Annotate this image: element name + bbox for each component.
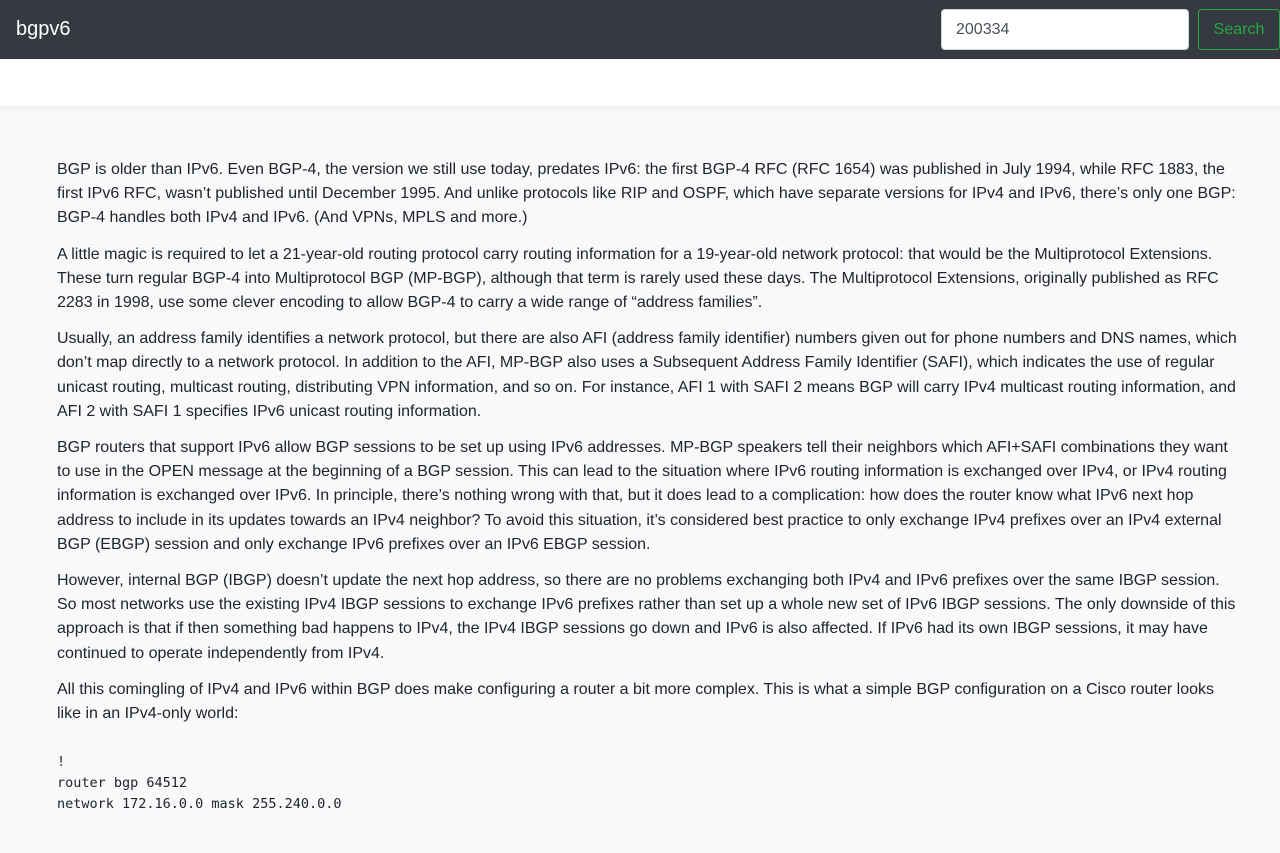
article-paragraph: BGP is older than IPv6. Even BGP-4, the version we still use today, predates IPv6: the first BGP-4 RFC (RFC 1654) was published in July 1994, while RFC 1883, the first IPv6 RFC, wasn’t published until December 1995. And unlike protocols like RIP and OSPF, which have separate versions for IPv4 and IPv6, there’s only one BGP: BGP-4 handles both IPv4 and IPv6. (And VPNs, MPLS and more.) (57, 161, 1236, 227)
article-paragraph: Usually, an address family identifies a network protocol, but there are also AFI (address family identifier) numbers given out for phone numbers and DNS names, which don’t map directly to a network protocol. In addition to the AFI, MP-BGP also uses a Subsequent Address Family Identifier (SAFI), which indicates the use of regular unicast routing, multicast routing, distributing VPN information, and so on. For instance, AFI 1 with SAFI 2 means BGP will carry IPv4 multicast routing information, and AFI 2 with SAFI 1 specifies IPv6 unicast routing information. (57, 330, 1237, 420)
navbar (0, 0, 1280, 59)
article-paragraph: However, internal BGP (IBGP) doesn’t update the next hop address, so there are no problems exchanging both IPv4 and IPv6 prefixes over the same IBGP session. So most networks use the existing IPv4 IBGP sessions to exchange IPv6 prefixes rather than set up a whole new set of IPv6 IBGP sessions. The only downside of this approach is that if then something bad happens to IPv4, the IPv4 IBGP sessions go down and IPv6 is also affected. If IPv6 had its own IBGP sessions, it may have continued to operate independently from IPv4. (57, 572, 1236, 662)
search-button[interactable]: Search (1198, 9, 1280, 50)
brand-link[interactable]: bgpv6 (16, 18, 71, 40)
article-paragraph: BGP routers that support IPv6 allow BGP sessions to be set up using IPv6 addresses. MP-BGP speakers tell their neighbors which AFI+SAFI combinations they want to use in the OPEN message at the beginning of a BGP session. This can lead to the situation where IPv6 routing information is exchanged over IPv4, or IPv4 routing information is exchanged over IPv6. In principle, there’s nothing wrong with that, but it does lead to a complication: how does the router know what IPv6 next hop address to include in its updates towards an IPv4 neighbor? To avoid this situation, it’s considered best practice to only exchange IPv4 prefixes over an IPv4 external BGP (EBGP) session and only exchange IPv6 prefixes over an IPv6 EBGP session. (57, 439, 1228, 553)
article-paragraph: All this comingling of IPv4 and IPv6 within BGP does make configuring a router a bit more complex. This is what a simple BGP configuration on a Cisco router looks like in an IPv4-only world: (57, 680, 1215, 723)
secondary-header-bar (0, 59, 1280, 106)
article-paragraph: A little magic is required to let a 21-year-old routing protocol carry routing information for a 19-year-old network protocol: that would be the Multiprotocol Extensions. These turn regular BGP-4 into Multiprotocol BGP (MP-BGP), although that term is rarely used these days. The Multiprotocol Extensions, originally published as RFC 2283 in 1998, use some clever encoding to allow BGP-4 to carry a wide range of “address families”. (57, 245, 1219, 312)
config-code-block: ! router bgp 64512 network 172.16.0.0 mask 255.240.0.0 (57, 754, 342, 813)
search-input[interactable] (941, 9, 1189, 50)
search-form (941, 9, 1280, 50)
article-content (57, 158, 1240, 815)
